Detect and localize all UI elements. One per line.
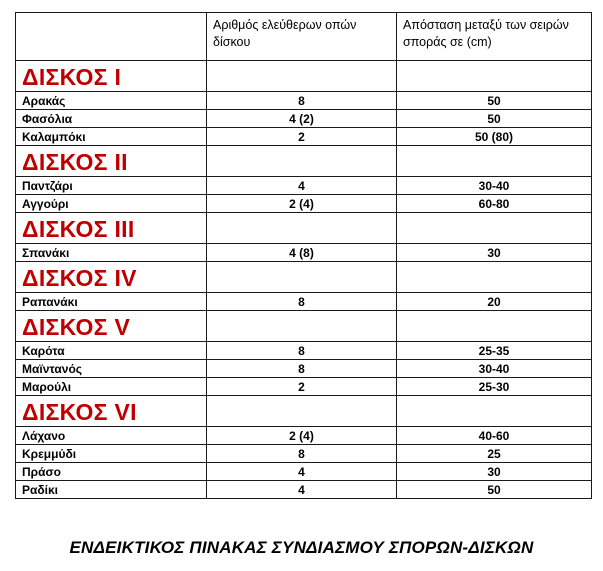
- disk-title: ΔΙΣΚΟΣ VΙ: [16, 396, 207, 427]
- row-distance-cm: 25: [397, 445, 592, 463]
- plant-row: [16, 481, 592, 499]
- row-distance-cm: 30: [397, 463, 592, 481]
- disk-title: ΔΙΣΚΟΣ Ι: [16, 61, 207, 92]
- free-holes-count: 8: [207, 92, 397, 110]
- row-distance-cm: 30: [397, 244, 592, 262]
- disk-header-row: [16, 61, 592, 92]
- plant-name: Πράσο: [16, 463, 207, 481]
- disk-empty-cell: [207, 61, 397, 92]
- plant-name: Λάχανο: [16, 427, 207, 445]
- disk-empty-cell: [397, 213, 592, 244]
- row-distance-cm: 20: [397, 293, 592, 311]
- row-distance-cm: 30-40: [397, 177, 592, 195]
- free-holes-count: 2 (4): [207, 427, 397, 445]
- disk-empty-cell: [397, 311, 592, 342]
- free-holes-count: 4 (2): [207, 110, 397, 128]
- plant-name: Καλαμπόκι: [16, 128, 207, 146]
- free-holes-count: 8: [207, 360, 397, 378]
- free-holes-count: 4: [207, 463, 397, 481]
- row-distance-cm: 50: [397, 110, 592, 128]
- free-holes-count: 4: [207, 177, 397, 195]
- table-caption: ΕΝΔΕΙΚΤΙΚΟΣ ΠΙΝΑΚΑΣ ΣΥΝΔΙΑΣΜΟΥ ΣΠΟΡΩΝ-ΔΙΣΚΩΝ: [69, 538, 534, 557]
- plant-row: [16, 128, 592, 146]
- row-distance-cm: 25-30: [397, 378, 592, 396]
- plant-name: Ραπανάκι: [16, 293, 207, 311]
- disk-header-row: [16, 396, 592, 427]
- disk-header-row: [16, 146, 592, 177]
- row-distance-cm: 30-40: [397, 360, 592, 378]
- free-holes-count: 4 (8): [207, 244, 397, 262]
- plant-row: [16, 360, 592, 378]
- disk-empty-cell: [397, 146, 592, 177]
- plant-name: Μαϊντανός: [16, 360, 207, 378]
- plant-name: Μαρούλι: [16, 378, 207, 396]
- disk-empty-cell: [207, 262, 397, 293]
- header-holes-column: Αριθμός ελεύθερων οπών δίσκου: [207, 13, 397, 61]
- row-distance-cm: 50 (80): [397, 128, 592, 146]
- plant-row: [16, 110, 592, 128]
- disk-title: ΔΙΣΚΟΣ ΙΙ: [16, 146, 207, 177]
- disk-empty-cell: [207, 146, 397, 177]
- row-distance-cm: 25-35: [397, 342, 592, 360]
- plant-name: Ραδίκι: [16, 481, 207, 499]
- plant-row: [16, 445, 592, 463]
- row-distance-cm: 60-80: [397, 195, 592, 213]
- plant-name: Κρεμμύδι: [16, 445, 207, 463]
- plant-row: [16, 378, 592, 396]
- free-holes-count: 2: [207, 128, 397, 146]
- free-holes-count: 4: [207, 481, 397, 499]
- disk-empty-cell: [207, 311, 397, 342]
- table-header-row: [16, 13, 592, 61]
- plant-row: [16, 92, 592, 110]
- plant-row: [16, 293, 592, 311]
- header-distance-column: Απόσταση μεταξύ των σειρών σποράς σε (cm): [397, 13, 592, 61]
- disk-empty-cell: [207, 213, 397, 244]
- plant-row: [16, 342, 592, 360]
- disk-header-row: [16, 311, 592, 342]
- disk-title: ΔΙΣΚΟΣ ΙΙΙ: [16, 213, 207, 244]
- plant-name: Φασόλια: [16, 110, 207, 128]
- plant-name: Αγγούρι: [16, 195, 207, 213]
- row-distance-cm: 50: [397, 481, 592, 499]
- free-holes-count: 8: [207, 445, 397, 463]
- row-distance-cm: 40-60: [397, 427, 592, 445]
- plant-name: Παντζάρι: [16, 177, 207, 195]
- plant-row: [16, 463, 592, 481]
- disk-title: ΔΙΣΚΟΣ ΙV: [16, 262, 207, 293]
- disk-empty-cell: [397, 396, 592, 427]
- free-holes-count: 2 (4): [207, 195, 397, 213]
- plant-row: [16, 177, 592, 195]
- disk-header-row: [16, 213, 592, 244]
- plant-name: Καρότα: [16, 342, 207, 360]
- row-distance-cm: 50: [397, 92, 592, 110]
- table-body: [16, 13, 592, 499]
- disk-header-row: [16, 262, 592, 293]
- plant-row: [16, 195, 592, 213]
- header-plant-column: [16, 13, 207, 61]
- free-holes-count: 8: [207, 293, 397, 311]
- free-holes-count: 2: [207, 378, 397, 396]
- disk-empty-cell: [397, 262, 592, 293]
- seed-disk-table: [15, 12, 592, 499]
- plant-name: Σπανάκι: [16, 244, 207, 262]
- disk-title: ΔΙΣΚΟΣ V: [16, 311, 207, 342]
- disk-empty-cell: [397, 61, 592, 92]
- free-holes-count: 8: [207, 342, 397, 360]
- disk-empty-cell: [207, 396, 397, 427]
- plant-name: Αρακάς: [16, 92, 207, 110]
- plant-row: [16, 427, 592, 445]
- plant-row: [16, 244, 592, 262]
